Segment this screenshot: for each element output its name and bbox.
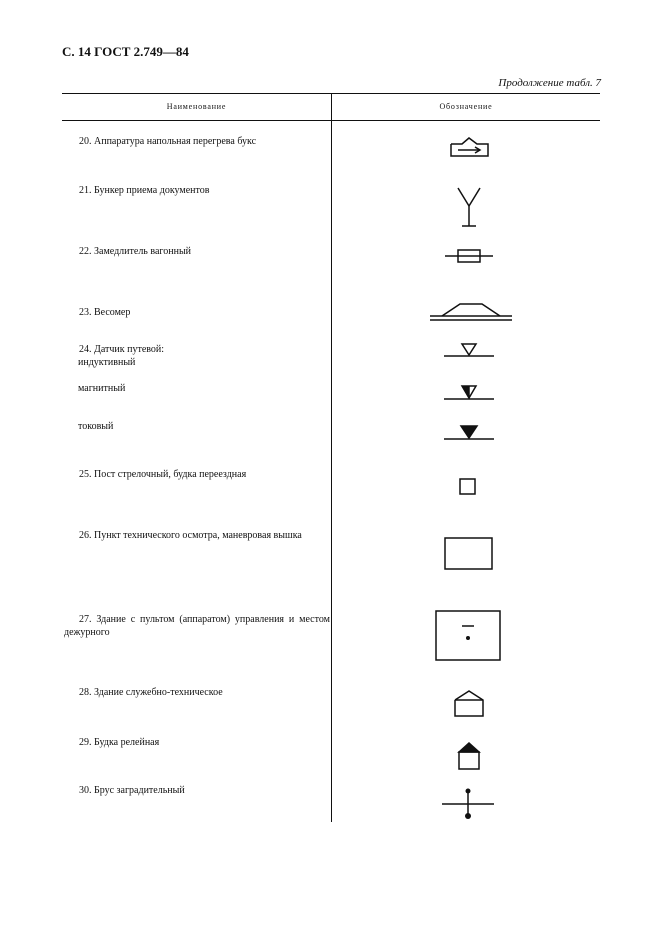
table-row-22: 22. Замедлитель вагонный bbox=[79, 246, 192, 257]
table-row-24-current: токовый bbox=[78, 421, 114, 432]
switch-post-icon bbox=[456, 475, 480, 499]
service-building-icon bbox=[451, 688, 487, 720]
axle-box-overheating-equipment-icon bbox=[448, 134, 492, 160]
column-header-symbol: Обозначение bbox=[439, 102, 493, 111]
table-continuation-note: Продолжение табл. 7 bbox=[498, 77, 601, 89]
table-row-26: 26. Пункт технического осмотра, маневровая вышка bbox=[79, 530, 302, 541]
table-column-divider bbox=[331, 93, 332, 822]
table-row-28: 28. Здание служебно-техническое bbox=[79, 687, 223, 698]
document-receiving-bunker-icon bbox=[454, 184, 484, 232]
barrier-beam-icon bbox=[440, 786, 496, 822]
technical-inspection-point-icon bbox=[442, 535, 496, 573]
table-row-24: 24. Датчик путевой: bbox=[79, 344, 165, 355]
table-row-24-inductive: индуктивный bbox=[78, 357, 136, 368]
inductive-track-sensor-icon bbox=[442, 340, 496, 360]
table-row-20: 20. Аппаратура напольная перегрева букс bbox=[79, 136, 257, 147]
magnetic-track-sensor-icon bbox=[442, 382, 496, 402]
table-row-21: 21. Бункер приема документов bbox=[79, 185, 210, 196]
table-row-29: 29. Будка релейная bbox=[79, 737, 160, 748]
relay-booth-icon bbox=[455, 740, 483, 772]
column-header-name: Наименование bbox=[166, 102, 227, 111]
table-row-27: 27. Здание с пультом (аппаратом) управления и местом дежурного bbox=[64, 614, 330, 638]
page-header: С. 14 ГОСТ 2.749—84 bbox=[62, 44, 189, 59]
weighing-device-icon bbox=[428, 300, 514, 324]
table-row-30: 30. Брус заградительный bbox=[79, 785, 185, 796]
table-row-25: 25. Пост стрелочный, будка переездная bbox=[79, 469, 247, 480]
wagon-retarder-icon bbox=[443, 246, 495, 266]
table-row-24-magnetic: магнитный bbox=[78, 383, 126, 394]
table-row-23: 23. Весомер bbox=[79, 307, 131, 318]
control-building-icon bbox=[434, 608, 504, 664]
current-track-sensor-icon bbox=[442, 422, 496, 442]
